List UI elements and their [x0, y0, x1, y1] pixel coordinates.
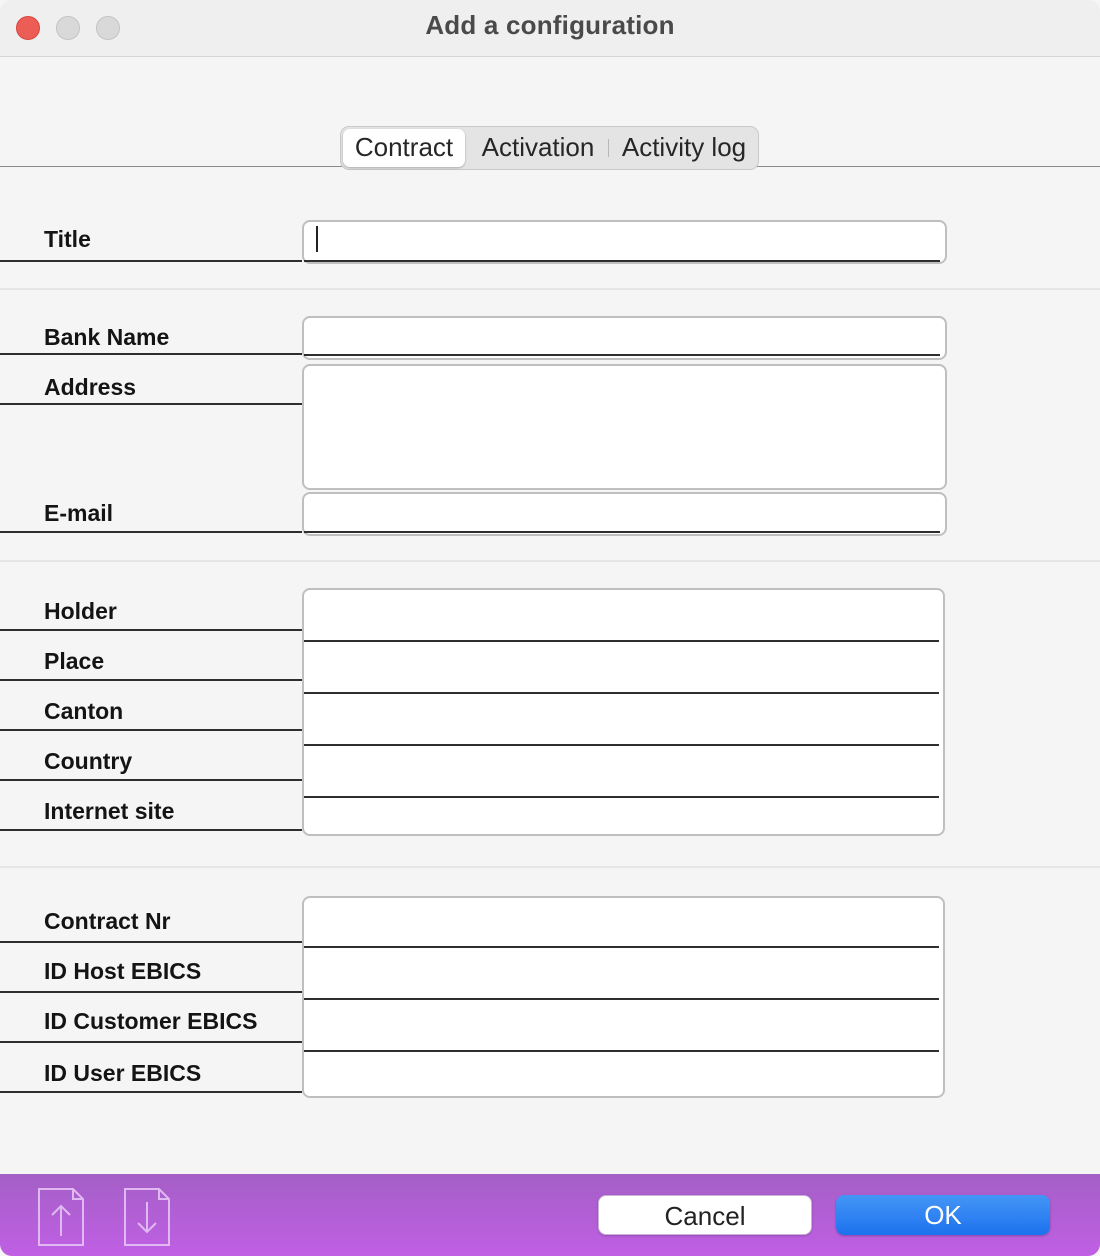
id-host-label: ID Host EBICS	[44, 958, 202, 984]
contract-nr-cell	[304, 898, 939, 948]
tab-activation[interactable]: Activation	[481, 132, 595, 162]
section-separator	[0, 866, 1100, 868]
tab-activity-log[interactable]: Activity log	[621, 132, 747, 162]
canton-input[interactable]	[304, 694, 939, 744]
ebics-field-group	[302, 896, 945, 1098]
country-label: Country	[44, 748, 133, 774]
ok-button[interactable]: OK	[836, 1195, 1050, 1235]
canton-label: Canton	[44, 698, 124, 724]
contract-nr-label: Contract Nr	[44, 908, 171, 934]
id-host-cell	[304, 948, 939, 1000]
dialog-footer	[0, 1174, 1100, 1256]
internet-site-label: Internet site	[44, 798, 175, 824]
email-label: E-mail	[44, 500, 114, 526]
email-input-underline	[304, 531, 940, 533]
address-underline	[0, 403, 302, 405]
holder-label: Holder	[44, 598, 117, 624]
canton-cell	[304, 694, 939, 746]
cancel-button[interactable]: Cancel	[598, 1195, 812, 1235]
id-user-cell	[304, 1052, 943, 1098]
id-host-input[interactable]	[304, 948, 939, 998]
country-input[interactable]	[304, 746, 939, 796]
upload-document-icon[interactable]	[38, 1188, 84, 1246]
download-document-icon[interactable]	[124, 1188, 170, 1246]
country-cell	[304, 746, 939, 798]
tab-bar	[340, 126, 759, 170]
title-label: Title	[44, 226, 91, 252]
text-caret	[316, 226, 318, 252]
place-underline	[0, 679, 302, 681]
section-separator	[0, 560, 1100, 562]
window-title: Add a configuration	[425, 10, 675, 40]
holder-cell	[304, 590, 939, 642]
id-user-underline	[0, 1091, 302, 1093]
bank-name-label: Bank Name	[44, 324, 170, 350]
id-customer-label: ID Customer EBICS	[44, 1008, 258, 1034]
internet-site-input[interactable]	[304, 798, 943, 836]
email-underline	[0, 531, 302, 533]
bank-name-input-underline	[304, 354, 940, 356]
tab-contract[interactable]: Contract	[343, 129, 465, 167]
place-cell	[304, 642, 939, 694]
internet-site-underline	[0, 829, 302, 831]
id-user-label: ID User EBICS	[44, 1060, 202, 1086]
title-bar	[0, 0, 1100, 57]
country-underline	[0, 779, 302, 781]
title-input[interactable]	[302, 220, 947, 264]
place-input[interactable]	[304, 642, 939, 692]
tab-separator	[608, 139, 609, 157]
contract-nr-underline	[0, 941, 302, 943]
title-underline	[0, 260, 302, 262]
id-customer-underline	[0, 1041, 302, 1043]
email-input[interactable]	[302, 492, 947, 536]
place-label: Place	[44, 648, 105, 674]
contract-nr-input[interactable]	[304, 898, 939, 946]
bank-name-underline	[0, 353, 302, 355]
title-input-underline	[304, 260, 940, 262]
section-separator	[0, 288, 1100, 290]
internet-site-cell	[304, 798, 943, 836]
id-host-underline	[0, 991, 302, 993]
id-customer-input[interactable]	[304, 1000, 939, 1050]
address-label: Address	[44, 374, 137, 400]
holder-underline	[0, 629, 302, 631]
holder-input[interactable]	[304, 590, 939, 640]
id-customer-cell	[304, 1000, 939, 1052]
id-user-input[interactable]	[304, 1052, 943, 1098]
address-textarea[interactable]	[302, 364, 947, 490]
holder-field-group	[302, 588, 945, 836]
canton-underline	[0, 729, 302, 731]
